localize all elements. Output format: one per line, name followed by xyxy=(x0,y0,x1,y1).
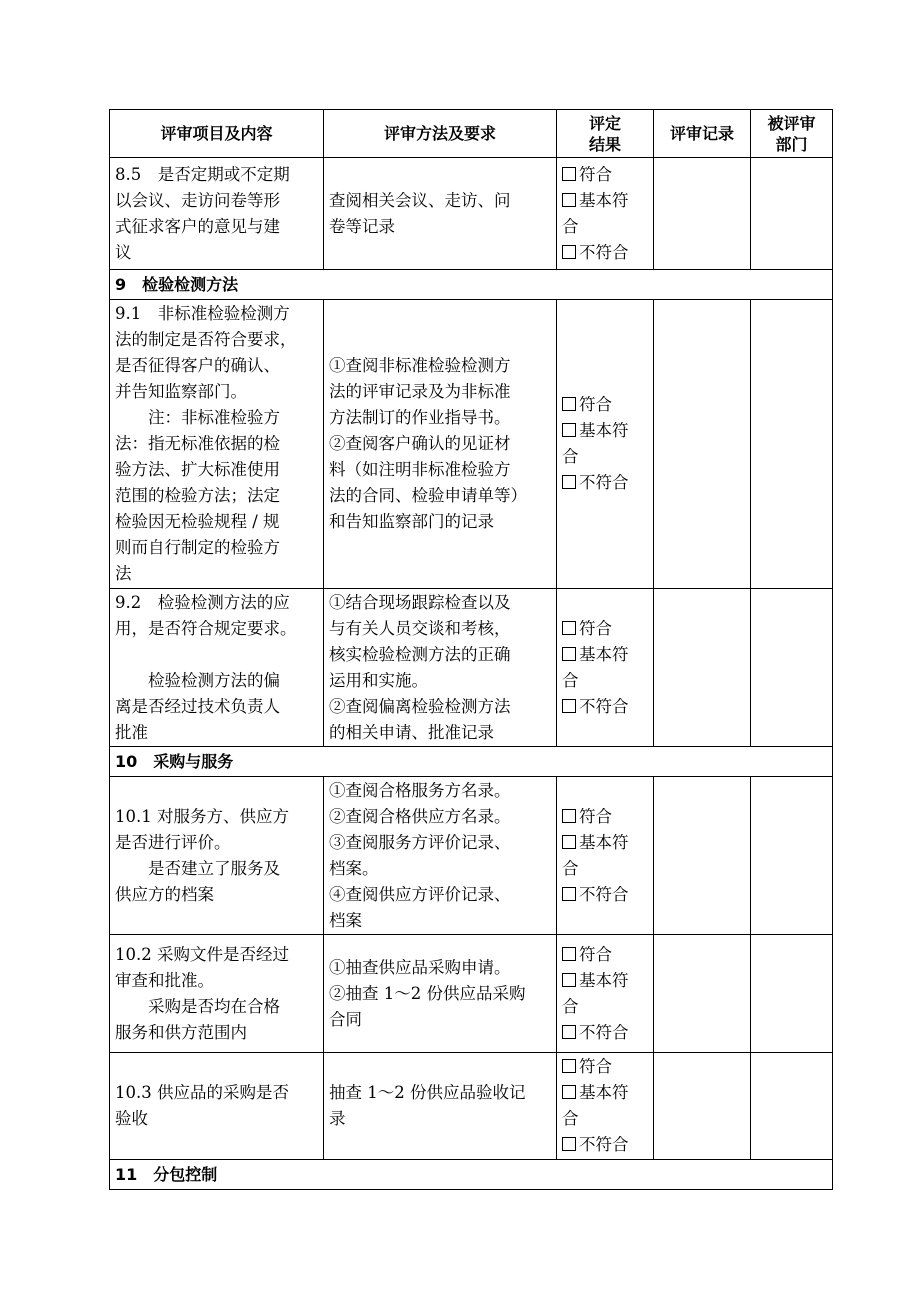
item-line: 是否进行评价。 xyxy=(115,832,231,852)
option-basic[interactable] xyxy=(562,188,648,214)
spacer xyxy=(115,642,318,668)
item-cell xyxy=(110,158,324,270)
option-label: 基本符 xyxy=(579,1083,629,1102)
option-label-cont: 合 xyxy=(562,1109,579,1128)
option-label-cont: 合 xyxy=(562,996,579,1016)
checkbox-icon[interactable] xyxy=(562,699,576,713)
section-title: 11 分包控制 xyxy=(110,1160,833,1190)
header-method: 评审方法及要求 xyxy=(324,110,557,158)
method-line: 方法制订的作业指导书。 xyxy=(329,408,511,427)
item-line: 注：非标准检验方 xyxy=(148,408,280,427)
item-cell xyxy=(110,777,324,935)
item-line: 议 xyxy=(115,242,132,262)
header-row xyxy=(110,110,833,158)
section-row xyxy=(110,747,833,777)
item-line: 以会议、走访问卷等形 xyxy=(115,190,280,210)
option-label: 不符合 xyxy=(579,1022,629,1042)
header-result xyxy=(557,110,654,158)
option-label: 基本符 xyxy=(579,421,629,440)
checkbox-icon[interactable] xyxy=(562,809,576,823)
option-conform[interactable] xyxy=(562,1054,648,1080)
method-line: ③查阅服务方评价记录、 xyxy=(329,832,511,852)
option-nonconform[interactable] xyxy=(562,1132,648,1158)
option-nonconform[interactable] xyxy=(562,694,648,720)
method-line: 录 xyxy=(329,1109,346,1128)
option-label: 符合 xyxy=(579,1057,612,1076)
dept-cell[interactable] xyxy=(751,1053,833,1160)
table-row xyxy=(110,589,833,747)
item-cell xyxy=(110,1053,324,1160)
section-title: 10 采购与服务 xyxy=(110,747,833,777)
review-table xyxy=(109,109,833,1190)
method-line: ②查阅合格供应方名录。 xyxy=(329,806,511,826)
method-line: ①抽查供应品采购申请。 xyxy=(329,957,511,977)
item-line: 范围的检验方法；法定 xyxy=(115,486,280,505)
method-line: ②抽查 1～2 份供应品采购 xyxy=(329,983,526,1003)
option-label-cont: 合 xyxy=(562,216,579,236)
method-line: 档案 xyxy=(329,910,362,930)
method-cell xyxy=(324,589,557,747)
option-label: 基本符 xyxy=(579,190,629,210)
option-nonconform[interactable] xyxy=(562,240,648,266)
checkbox-icon[interactable] xyxy=(562,167,576,181)
item-line: 离是否经过技术负责人 xyxy=(115,696,280,716)
option-basic[interactable] xyxy=(562,1080,648,1106)
method-line: 的相关申请、批准记录 xyxy=(329,722,494,742)
section-row xyxy=(110,1160,833,1190)
item-line: 10.2 采购文件是否经过 xyxy=(115,944,289,964)
option-label: 基本符 xyxy=(579,832,629,852)
checkbox-icon[interactable] xyxy=(562,1059,576,1073)
dept-cell[interactable] xyxy=(751,777,833,935)
checkbox-icon[interactable] xyxy=(562,1085,576,1099)
option-label: 不符合 xyxy=(579,473,629,492)
record-cell[interactable] xyxy=(654,589,751,747)
method-line: 合同 xyxy=(329,1009,362,1029)
option-label: 符合 xyxy=(579,618,612,638)
checkbox-icon[interactable] xyxy=(562,245,576,259)
method-line: 法的评审记录及为非标准 xyxy=(329,382,511,401)
item-line: 8.5 是否定期或不定期 xyxy=(115,164,290,184)
option-label: 符合 xyxy=(579,944,612,964)
option-basic[interactable] xyxy=(562,830,648,856)
method-cell xyxy=(324,300,557,589)
item-cell xyxy=(110,935,324,1053)
option-label: 符合 xyxy=(579,395,612,414)
item-line: 采购是否均在合格 xyxy=(148,996,280,1016)
header-item: 评审项目及内容 xyxy=(110,110,324,158)
option-label: 不符合 xyxy=(579,1135,629,1154)
option-basic[interactable] xyxy=(562,968,648,994)
item-cell xyxy=(110,589,324,747)
item-line: 批准 xyxy=(115,722,148,742)
item-line: 验收 xyxy=(115,1109,148,1128)
item-line: 验方法、扩大标准使用 xyxy=(115,460,280,479)
method-line: 料（如注明非标准检验方 xyxy=(329,460,511,479)
option-conform[interactable] xyxy=(562,942,648,968)
method-cell xyxy=(324,158,557,270)
method-line: ②查阅客户确认的见证材 xyxy=(329,434,511,453)
dept-cell[interactable] xyxy=(751,300,833,589)
option-basic[interactable] xyxy=(562,418,648,444)
method-line: 和告知监察部门的记录 xyxy=(329,512,494,531)
method-line: 档案。 xyxy=(329,858,379,878)
record-cell[interactable] xyxy=(654,777,751,935)
table-row xyxy=(110,158,833,270)
item-line: 是否征得客户的确认、 xyxy=(115,356,280,375)
option-basic[interactable] xyxy=(562,642,648,668)
method-line: ④查阅供应方评价记录、 xyxy=(329,884,511,904)
item-line: 10.1 对服务方、供应方 xyxy=(115,806,289,826)
method-cell xyxy=(324,935,557,1053)
result-cell xyxy=(557,1053,654,1160)
checkbox-icon[interactable] xyxy=(562,647,576,661)
item-line: 法：指无标准依据的检 xyxy=(115,434,280,453)
checkbox-icon[interactable] xyxy=(562,887,576,901)
option-nonconform[interactable] xyxy=(562,882,648,908)
dept-cell[interactable] xyxy=(751,589,833,747)
item-line: 10.3 供应品的采购是否 xyxy=(115,1083,289,1102)
method-cell xyxy=(324,777,557,935)
header-record: 评审记录 xyxy=(654,110,751,158)
option-conform[interactable] xyxy=(562,162,648,188)
result-cell xyxy=(557,777,654,935)
checkbox-icon[interactable] xyxy=(562,475,576,489)
option-label: 不符合 xyxy=(579,242,629,262)
result-cell xyxy=(557,589,654,747)
header-dept-line: 被评审 xyxy=(767,113,816,133)
option-label: 不符合 xyxy=(579,696,629,716)
table-row xyxy=(110,777,833,935)
method-line: ②查阅偏离检验检测方法 xyxy=(329,696,511,716)
item-line: 是否建立了服务及 xyxy=(148,858,280,878)
method-line: 法的合同、检验申请单等） xyxy=(329,486,527,505)
checkbox-icon[interactable] xyxy=(562,397,576,411)
record-cell[interactable] xyxy=(654,300,751,589)
method-line: ①结合现场跟踪检查以及 xyxy=(329,592,511,612)
option-conform[interactable] xyxy=(562,616,648,642)
method-line: ①查阅合格服务方名录。 xyxy=(329,780,511,800)
option-label: 基本符 xyxy=(579,970,629,990)
option-conform[interactable] xyxy=(562,804,648,830)
method-cell xyxy=(324,1053,557,1160)
item-line: 用，是否符合规定要求。 xyxy=(115,618,297,638)
dept-cell[interactable] xyxy=(751,158,833,270)
method-line: 核实检验检测方法的正确 xyxy=(329,644,511,664)
item-line: 9.1 非标准检验检测方 xyxy=(115,304,290,323)
section-row xyxy=(110,270,833,300)
table-row xyxy=(110,1053,833,1160)
option-label-cont: 合 xyxy=(562,447,579,466)
checkbox-icon[interactable] xyxy=(562,835,576,849)
option-label-cont: 合 xyxy=(562,858,579,878)
method-line: ①查阅非标准检验检测方 xyxy=(329,356,511,375)
checkbox-icon[interactable] xyxy=(562,973,576,987)
option-nonconform[interactable] xyxy=(562,1020,648,1046)
item-cell xyxy=(110,300,324,589)
method-line: 与有关人员交谈和考核， xyxy=(329,618,511,638)
method-line: 运用和实施。 xyxy=(329,670,428,690)
item-line: 并告知监察部门。 xyxy=(115,382,247,401)
option-label: 不符合 xyxy=(579,884,629,904)
item-line: 则而自行制定的检验方 xyxy=(115,538,280,557)
header-dept-line: 部门 xyxy=(775,134,808,154)
result-cell xyxy=(557,158,654,270)
table-row xyxy=(110,300,833,589)
header-result-line: 评定 xyxy=(588,113,621,133)
option-label-cont: 合 xyxy=(562,670,579,690)
checkbox-icon[interactable] xyxy=(562,621,576,635)
record-cell[interactable] xyxy=(654,935,751,1053)
item-line: 检验检测方法的偏 xyxy=(148,670,280,690)
option-label: 符合 xyxy=(579,164,612,184)
section-title: 9 检验检测方法 xyxy=(110,270,833,300)
method-line: 查阅相关会议、走访、问 xyxy=(329,190,511,210)
option-conform[interactable] xyxy=(562,392,648,418)
item-line: 9.2 检验检测方法的应 xyxy=(115,592,290,612)
record-cell[interactable] xyxy=(654,1053,751,1160)
table-row xyxy=(110,935,833,1053)
item-line: 法的制定是否符合要求， xyxy=(115,330,297,349)
option-label: 基本符 xyxy=(579,644,629,664)
item-line: 供应方的档案 xyxy=(115,884,214,904)
item-line: 检验因无检验规程 / 规 xyxy=(115,512,280,531)
header-dept xyxy=(751,110,833,158)
checkbox-icon[interactable] xyxy=(562,947,576,961)
result-cell xyxy=(557,300,654,589)
dept-cell[interactable] xyxy=(751,935,833,1053)
result-cell xyxy=(557,935,654,1053)
option-nonconform[interactable] xyxy=(562,470,648,496)
item-line: 审查和批准。 xyxy=(115,970,214,990)
checkbox-icon[interactable] xyxy=(562,423,576,437)
header-result-line: 结果 xyxy=(588,134,621,154)
method-line: 抽查 1～2 份供应品验收记 xyxy=(329,1083,526,1102)
checkbox-icon[interactable] xyxy=(562,193,576,207)
method-line: 卷等记录 xyxy=(329,216,395,236)
item-line: 服务和供方范围内 xyxy=(115,1022,247,1042)
option-label: 符合 xyxy=(579,806,612,826)
record-cell[interactable] xyxy=(654,158,751,270)
item-line: 法 xyxy=(115,564,132,583)
checkbox-icon[interactable] xyxy=(562,1025,576,1039)
item-line: 式征求客户的意见与建 xyxy=(115,216,280,236)
checkbox-icon[interactable] xyxy=(562,1137,576,1151)
